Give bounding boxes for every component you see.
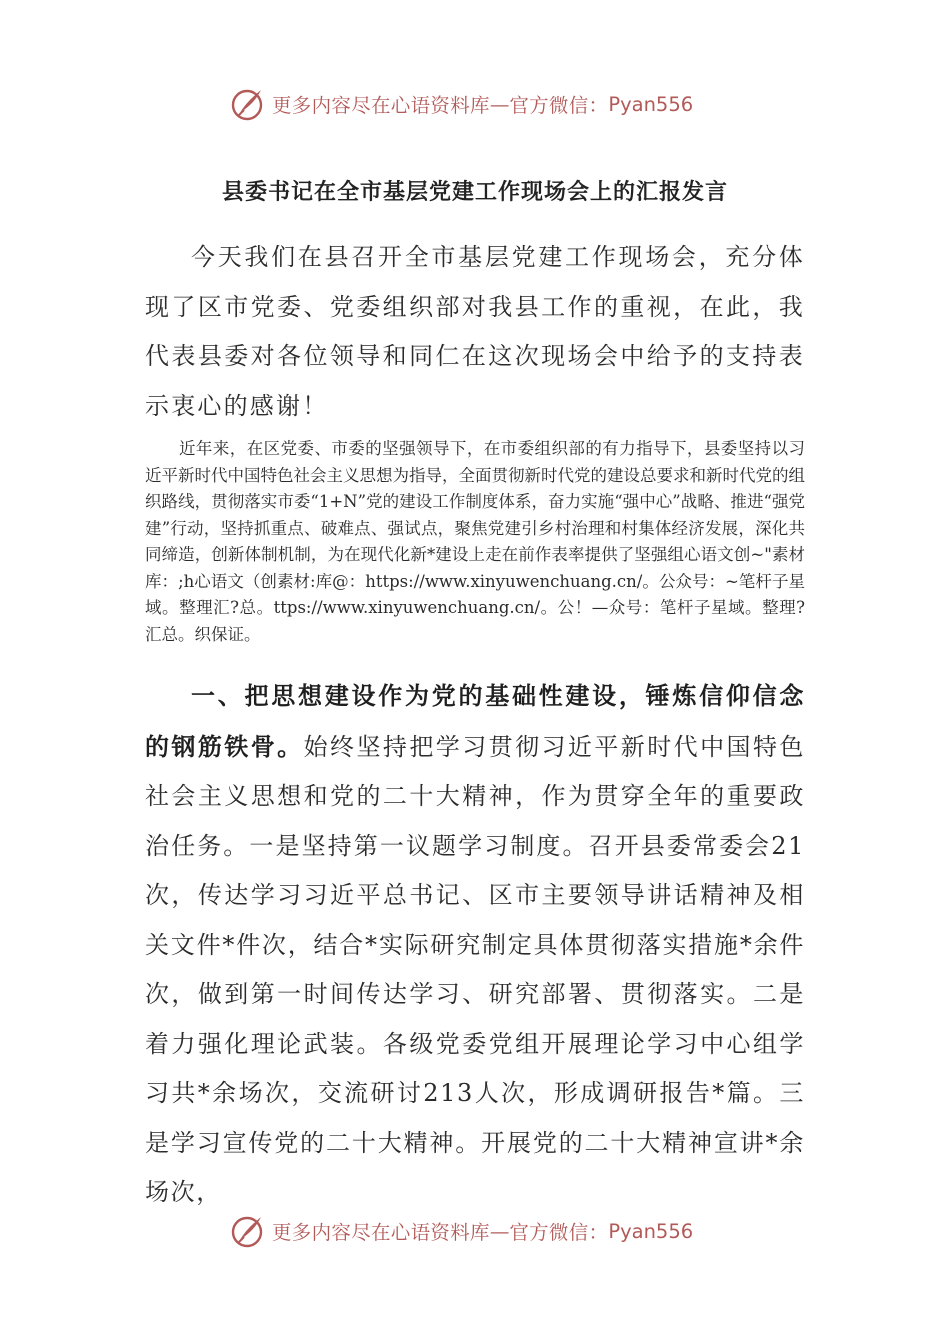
watermark-banner-bottom <box>230 1211 750 1251</box>
watermark-separator: — <box>489 92 510 116</box>
watermark-banner-top <box>230 84 750 124</box>
section-1-body: 始终坚持把学习贯彻习近平新时代中国特色社会主义思想和党的二十大精神，作为贯穿全年的重要政治任务。一是坚持第一议题学习制度。召开县委常委会21次，传达学习习近平总书记、区市主要领导讲话精神及相关文件*件次，结合*实际研究制定具体贯彻落实措施*余件次，做到第一时间传达学习、研究部署、贯彻落实。二是着力强化理论武装。各级党委党组开展理论学习中心组学习共*余场次，交流研讨213人次，形成调研报告*篇。三是学习宣传党的二十大精神。开展党的二十大精神宣讲*余场次， <box>145 732 805 1206</box>
watermark-wechat-id: Pyan556 <box>608 1219 694 1243</box>
document-title: 县委书记在全市基层党建工作现场会上的汇报发言 <box>221 179 728 205</box>
quill-pen-logo-icon <box>230 1213 266 1249</box>
section-1-paragraph <box>145 671 805 1218</box>
watermark-main-text: 更多内容尽在心语资料库 <box>272 1221 490 1244</box>
quill-pen-logo-icon <box>230 86 266 122</box>
watermark-separator: — <box>489 1219 510 1243</box>
intro-paragraph: 今天我们在县召开全市基层党建工作现场会，充分体现了区市党委、党委组织部对我县工作的重视，在此，我代表县委对各位领导和同仁在这次现场会中给予的支持表示衷心的感谢！ <box>145 243 805 420</box>
small-paragraph: 近年来，在区党委、市委的坚强领导下，在市委组织部的有力指导下，县委坚持以习近平新时代中国特色社会主义思想为指导，全面贯彻新时代党的建设总要求和新时代党的组织路线，贯彻落实市委“1+N”党的建设工作制度体系，奋力实施“强中心”战略、推进“强党建”行动，坚持抓重点、破难点、强试点，聚焦党建引乡村治理和村集体经济发展，深化共同缔造，创新体制机制，为在现代化新*建设上走在前作表率提供了坚强组心语文创~"素材库：;h心语文（创素材:库@：https://www.xinyuwenchuang.cn/。公众号：~笔杆子星域。整理汇?总。ttps://www.xinyuwenchuang.cn/。公！—众号：笔杆子星域。整理?汇总。织保证。 <box>145 439 805 644</box>
watermark-main-text: 更多内容尽在心语资料库 <box>272 94 490 117</box>
section-1-heading: 一、把思想建设作为党的基础性建设，锤炼信仰信念的钢筋铁骨。 <box>145 681 805 761</box>
watermark-wechat-label: 官方微信： <box>509 1221 609 1244</box>
watermark-wechat-id: Pyan556 <box>608 92 694 116</box>
watermark-wechat-label: 官方微信： <box>509 94 609 117</box>
